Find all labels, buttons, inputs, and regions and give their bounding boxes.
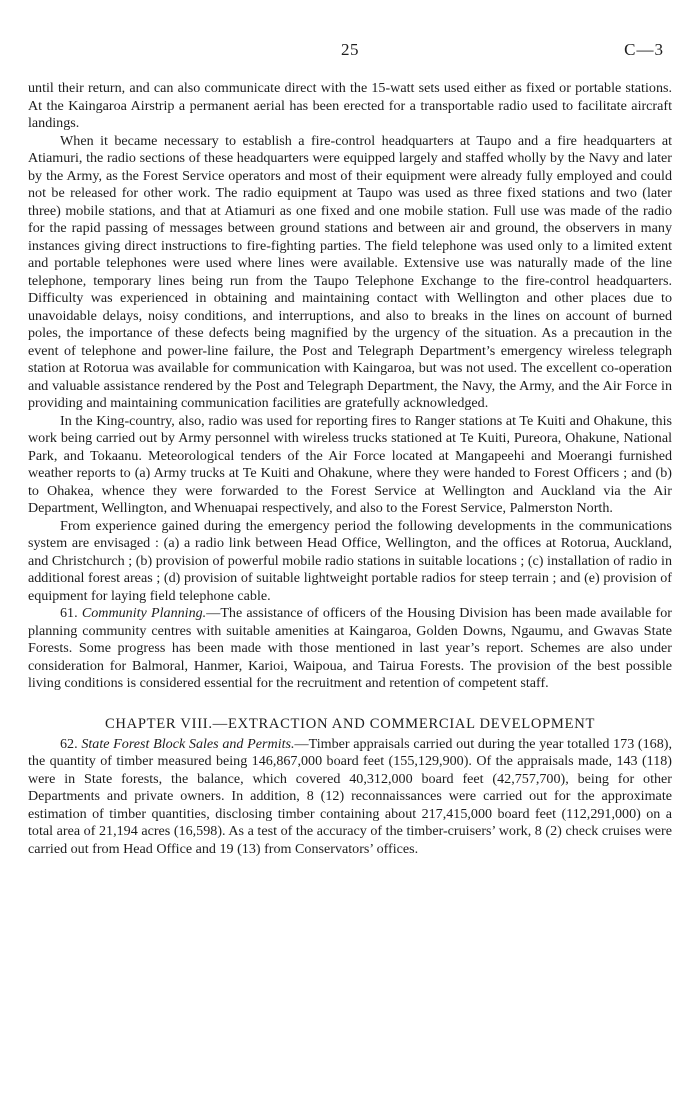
paragraph-state-forest-block-sales (28, 736, 672, 859)
paragraph-text: When it became necessary to establish a fire-control headquarters at Taupo and a fire headquarters at Atiamuri, the radio sections of these headquarters were equipped largely and staffed wholly by the Navy and later by the Army, as the Forest Service operators and most of their equipment were already fully employed and could not be released for other work. The radio equipment at Taupo was used as three fixed stations and two (later three) mobile stations, and that at Atiamuri as one fixed and one mobile station. Full use was made of the radio for the rapid passing of messages between ground stations and between air and ground, the observers in many instances giving direct instructions to fire-fighting parties. The field telephone was used only to a limited extent and portable telephones were used where lines were available. Extensive use was naturally made of the line telephone, temporary lines being run from the Taupo Telephone Exchange to the fire-control headquarters. Difficulty was experienced in obtaining and maintaining contact with Wellington and other places due to unavoidable delays, noisy conditions, and interruptions, and also to breaks in the lines on account of burned poles, the importance of these defects being magnified by the urgency of the situation. As a precaution in the event of telephone and power-line failure, the Post and Telegraph Department’s emergency wireless telegraph station at Rotorua was available for communication with Kaingaroa, but was not used. The excellent co-operation and valuable assistance rendered by the Post and Telegraph Department, the Navy, the Army, and the Air Force in providing and maintaining communication facilities are gratefully acknowledged. (28, 132, 672, 411)
paragraph-developments (28, 518, 672, 606)
section-heading: State Forest Block Sales and Permits. (81, 735, 295, 752)
body-text (28, 80, 672, 858)
paragraph-text: —The assistance of officers of the Housing Division has been made available for planning community centres with suitable amenities at Kaingaroa, Golden Downs, Ngaumu, and Gwavas State Forests. Some progress has been made with those mentioned in last year’s report. Schemes are also under consideration for Balmoral, Hanmer, Karioi, Waipoua, and Tairua Forests. The provision of the best possible living conditions is considered essential for the recruitment and retention of competent staff. (28, 605, 672, 691)
paragraph-community-planning (28, 605, 672, 693)
paragraph-king-country (28, 413, 672, 518)
page-number: 25 (341, 40, 359, 59)
section-heading: Community Planning. (81, 605, 207, 621)
paragraph-fire-control-headquarters (28, 133, 672, 413)
page-header (28, 40, 672, 68)
paragraph-text: From experience gained during the emergency period the following developments in the communications system are envisaged : (a) a radio link between Head Office, Wellington, and the offices at Rotorua, Auckland, and Christchurch ; (b) provision of powerful mobile radio stations in suitable locations ; (c) installation of radio in additional forest areas ; (d) provision of suitable lightweight portable radios for steep terrain ; and (e) provision of equipment for laying field telephone cable. (28, 517, 672, 604)
paragraph-text: until their return, and can also communicate direct with the 15-watt sets used either as fixed or portable stations. At the Kaingaroa Airstrip a permanent aerial has been erected for a transportable radio used to facilitate aircraft landings. (28, 80, 672, 131)
paragraph-text: In the King-country, also, radio was used for reporting fires to Ranger stations at Te Kuiti and Ohakune, this work being carried out by Army personnel with wireless trucks stationed at Te Kuiti, Pureora, Ohakune, National Park, and Tokaanu. Meteorological tenders of the Air Force located at Mangapeehi and Moerangi furnished weather reports to (a) Army trucks at Te Kuiti and Ohakune, where they were handed to Forest Officers ; and (b) to Ohakea, whence they were forwarded to the Forest Service at Wellington and Auckland via the Air Department, Wellington, and Whenuapai respectively, and also to the Forest Service, Palmerston North. (28, 412, 672, 516)
chapter-heading: CHAPTER VIII.—EXTRACTION AND COMMERCIAL DEVELOPMENT (104, 715, 596, 732)
document-reference: C—3 (624, 40, 664, 59)
section-number: 61. (60, 605, 78, 621)
paragraph-radio-return (28, 80, 672, 133)
section-number: 62. (60, 735, 78, 752)
paragraph-text: —Timber appraisals carried out during the year totalled 173 (168), the quantity of timber measured being 146,867,000 board feet (155,129,900). Of the appraisals made, 143 (118) were in State forests, the balance, which covered 40,312,000 board feet (42,757,700), being for other Departments and private owners. In addition, 8 (12) reconnaissances were carried out for the approximate estimation of timber quantities, disclosing timber containing about 217,415,000 board feet (112,291,000) on a total area of 21,194 acres (16,598). As a test of the accuracy of the timber-cruisers’ work, 8 (2) check cruises were carried out from Head Office and 19 (13) from Conservators’ offices. (28, 735, 672, 857)
